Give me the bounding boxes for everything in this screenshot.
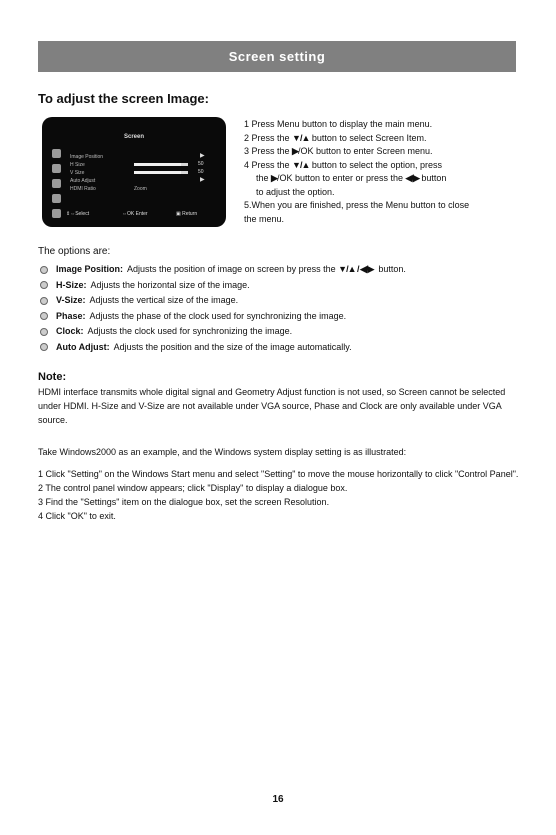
right-arrow-icon: ▶	[292, 146, 298, 156]
options-intro: The options are:	[38, 246, 111, 257]
osd-item-h-size: H Size	[70, 162, 85, 168]
arrow-right-icon: ▶	[200, 177, 205, 183]
section-header	[38, 41, 516, 72]
step-2: 2 Press the ▼/▲ button to select Screen Item.	[244, 132, 427, 143]
right-arrow-icon: ▶	[271, 173, 277, 183]
list-item: Clock: Adjusts the clock used for synchronizing the image.	[38, 324, 528, 340]
osd-zoom-value: Zoom	[134, 186, 147, 192]
audio-icon	[52, 164, 61, 173]
bullet-icon	[40, 281, 48, 289]
bullet-icon	[40, 312, 48, 320]
arrow-right-icon: ▶	[200, 153, 205, 159]
picture-icon	[52, 149, 61, 158]
step-5: 5.When you are finished, press the Menu button to close	[244, 200, 470, 210]
list-item: Phase: Adjusts the phase of the clock used for synchronizing the image.	[38, 309, 528, 325]
windows-step: 4 Click "OK" to exit.	[38, 511, 116, 521]
osd-footer-select: ⇕⇔Select	[66, 211, 90, 217]
enter-icon: ⇔	[122, 211, 127, 217]
osd-footer-enter: ⇔OK Enter	[122, 211, 148, 217]
bullet-icon	[40, 328, 48, 336]
return-icon: ▣	[176, 211, 183, 217]
screen-icon	[52, 179, 61, 188]
osd-item-auto-adjust: Auto Adjust	[70, 178, 96, 184]
h-size-bar	[134, 163, 188, 166]
step-4-cont: the ▶/OK button to enter or press the ◀/▶ button	[256, 173, 447, 183]
osd-item-hdmi-ratio: HDMI Ratio	[70, 186, 96, 192]
list-item: H-Size: Adjusts the horizontal size of the image.	[38, 278, 528, 294]
page-number: 16	[272, 794, 284, 805]
select-arrows-icon: ⇕⇔	[66, 211, 76, 217]
down-up-icon: ▼/▲	[292, 159, 310, 170]
step-3: 3 Press the ▶/OK button to enter Screen menu.	[244, 146, 433, 156]
windows-intro: Take Windows2000 as an example, and the Windows system display setting is as illustrated:	[38, 447, 407, 457]
windows-instructions	[38, 445, 524, 523]
v-size-bar	[134, 171, 188, 174]
setup-icon	[52, 194, 61, 203]
osd-icon-column	[52, 149, 64, 224]
step-1: 1 Press Menu button to display the main menu.	[244, 119, 433, 129]
down-up-icon: ▼/▲	[292, 132, 310, 143]
option-icon	[52, 209, 61, 218]
screen-menu-illustration	[42, 117, 226, 227]
osd-footer-return: ▣ Return	[176, 211, 198, 217]
windows-step: 1 Click "Setting" on the Windows Start menu and select "Setting" to move the mouse horizontally to click "Control Panel".	[38, 469, 519, 479]
options-list	[38, 262, 528, 355]
osd-item-image-position: Image Position	[70, 154, 104, 160]
step-5-end: the menu.	[244, 213, 285, 224]
windows-step: 3 Find the "Settings" item on the dialogue box, set the screen Resolution.	[38, 497, 330, 507]
bullet-icon	[40, 297, 48, 305]
osd-item-v-size: V Size	[70, 170, 85, 176]
left-right-icon: ◀/▶	[405, 173, 419, 183]
note-title: Note:	[38, 371, 67, 383]
list-item: V-Size: Adjusts the vertical size of the image.	[38, 293, 528, 309]
direction-arrows-icon: ▼/▲ / ◀/▶	[338, 264, 374, 274]
section-title: Screen setting	[228, 49, 326, 64]
step-4-end: to adjust the option.	[256, 186, 335, 197]
v-size-value: 50	[198, 169, 204, 175]
osd-title: Screen	[123, 134, 144, 140]
list-item: Auto Adjust: Adjusts the position and the size of the image automatically.	[38, 340, 528, 356]
step-4: 4 Press the ▼/▲ button to select the option, press	[244, 159, 442, 170]
list-item: Image Position: Adjusts the position of image on screen by press the ▼/▲ / ◀/▶ button.	[38, 262, 528, 278]
instruction-steps	[244, 118, 522, 226]
windows-step: 2 The control panel window appears; click "Display" to display a dialogue box.	[38, 483, 348, 493]
page-heading: To adjust the screen Image:	[38, 91, 209, 106]
note-body: HDMI interface transmits whole digital signal and Geometry Adjust function is not used, so Screen cannot be selected under HDMI. H-Size and V-Size are not available under VGA source, Phase and Clock are only available under VGA source.	[38, 387, 506, 425]
bullet-icon	[40, 343, 48, 351]
h-size-value: 50	[198, 161, 204, 167]
bullet-icon	[40, 266, 48, 274]
